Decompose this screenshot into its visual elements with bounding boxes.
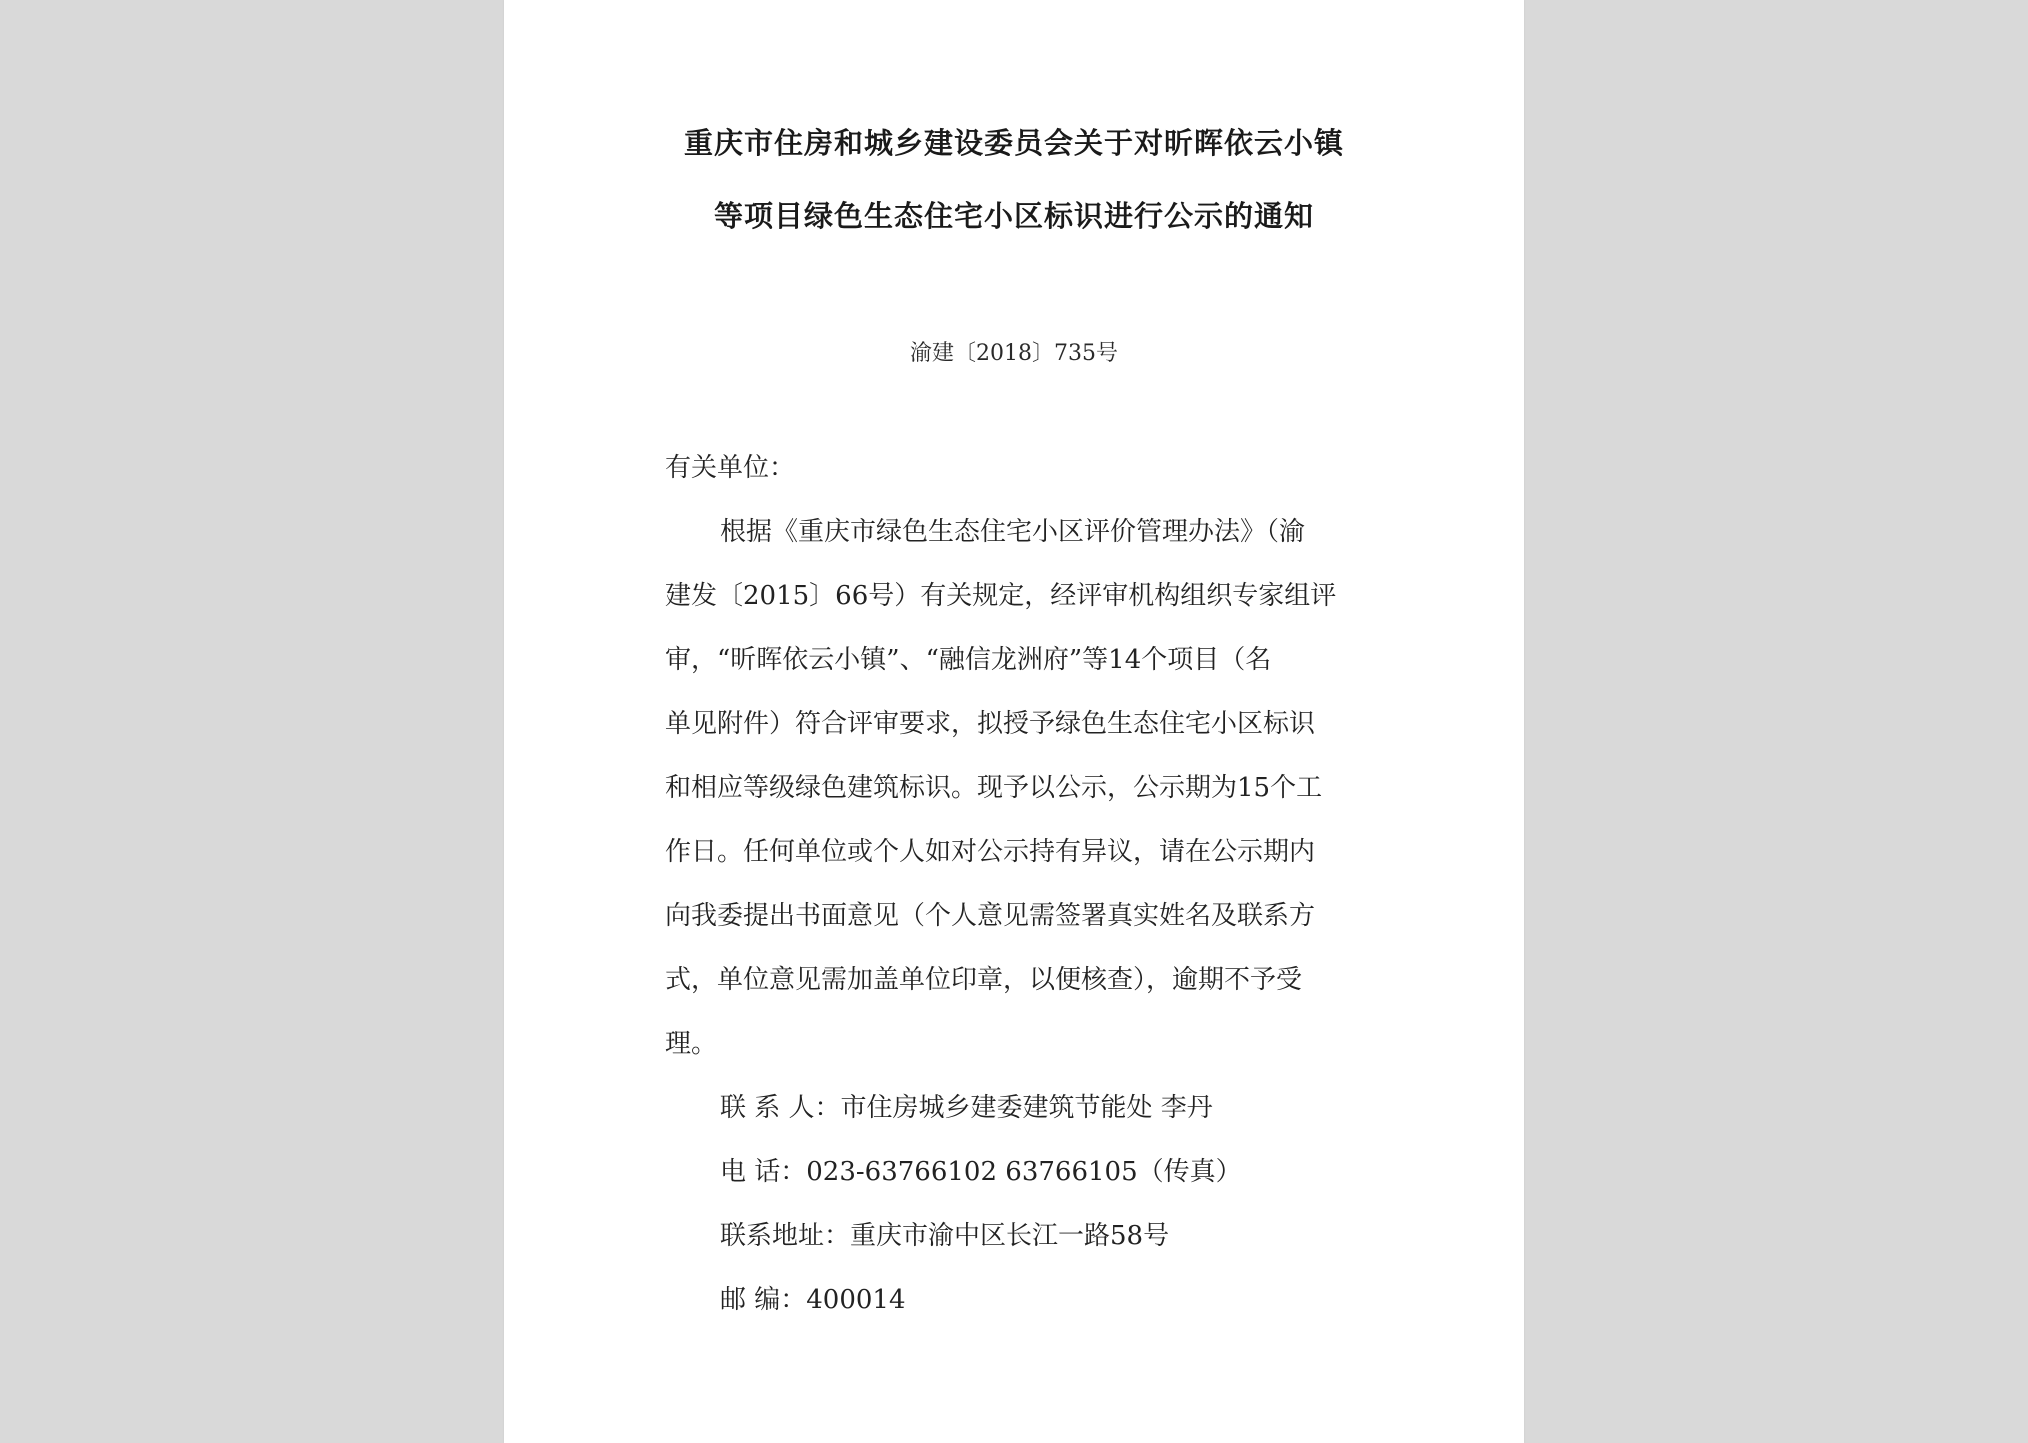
- body-line: 审，“昕晖依云小镇”、“融信龙洲府”等14个项目（名: [665, 645, 1272, 675]
- body-line: 单见附件）符合评审要求，拟授予绿色生态住宅小区标识: [665, 709, 1316, 739]
- body-line: 式，单位意见需加盖单位印章，以便核查），逾期不予受: [665, 965, 1303, 995]
- body-line: 理。: [665, 1029, 718, 1059]
- contact-address: 联系地址：重庆市渝中区长江一路58号: [720, 1221, 1170, 1251]
- body-line: 向我委提出书面意见（个人意见需签署真实姓名及联系方: [665, 901, 1316, 931]
- document-number: 渝建〔2018〕735号: [910, 341, 1118, 366]
- salutation: 有关单位：: [665, 453, 796, 483]
- contact-phone: 电 话：023-63766102 63766105（传真）: [720, 1157, 1242, 1187]
- body-line: 建发〔2015〕66号）有关规定，经评审机构组织专家组评: [665, 581, 1337, 611]
- contact-person: 联 系 人：市住房城乡建委建筑节能处 李丹: [720, 1093, 1213, 1123]
- document-title-line-1: 重庆市住房和城乡建设委员会关于对昕晖依云小镇: [683, 126, 1344, 160]
- body-line: 作日。任何单位或个人如对公示持有异议，请在公示期内: [665, 837, 1316, 867]
- document-title-line-2: 等项目绿色生态住宅小区标识进行公示的通知: [713, 199, 1314, 233]
- document-page: [504, 0, 1524, 1443]
- body-line: 和相应等级绿色建筑标识。现予以公示，公示期为15个工: [665, 773, 1323, 803]
- body-line: 根据《重庆市绿色生态住宅小区评价管理办法》（渝: [720, 517, 1306, 547]
- contact-postcode: 邮 编：400014: [720, 1285, 906, 1315]
